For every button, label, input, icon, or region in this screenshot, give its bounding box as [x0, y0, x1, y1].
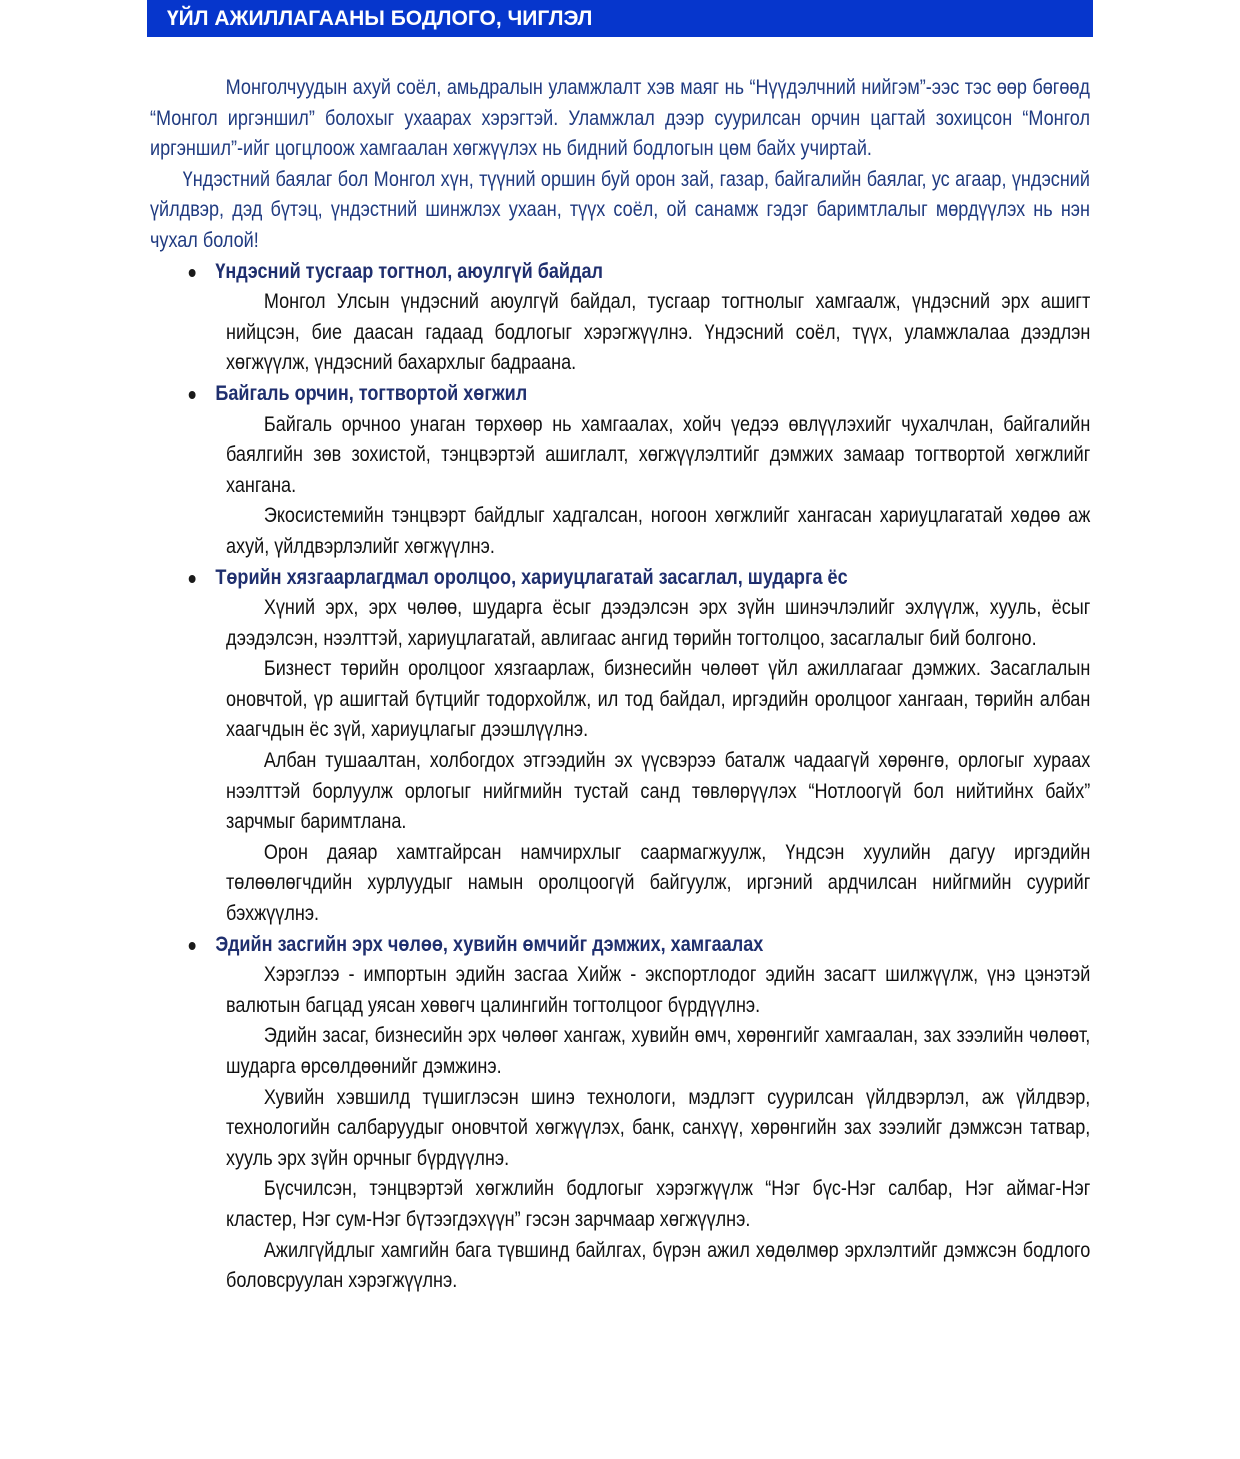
section-heading: Эдийн засгийн эрх чөлөө, хувийн өмчийг дэмжих, хамгаалах: [150, 930, 1155, 961]
section-economy: [150, 930, 1090, 1297]
section-heading: Үндэсний тусгаар тогтнол, аюулгүй байдал: [150, 257, 1155, 288]
section-title-bar: [147, 0, 1093, 37]
section-heading: Төрийн хязгаарлагдмал оролцоо, хариуцлагатай засаглал, шударга ёс: [150, 563, 1155, 594]
section-paragraph: Бүсчилсэн, тэнцвэртэй хөгжлийн бодлогыг хэрэгжүүлж “Нэг бүс-Нэг салбар, Нэг аймаг-Нэг кластер, Нэг сум-Нэг бүтээгдэхүүн” гэсэн зарчмаар хөгжүүлнэ.: [226, 1177, 1091, 1231]
section-environment: [150, 379, 1090, 563]
section-paragraph: Ажилгүйдлыг хамгийн бага түвшинд байлгах, бүрэн ажил хөдөлмөр эрхлэлтийг дэмжсэн бодлого боловсруулан хэрэгжүүлнэ.: [226, 1238, 1091, 1293]
section-paragraph: Эдийн засаг, бизнесийн эрх чөлөөг хангаж, хувийн өмч, хөрөнгийг хамгаалан, зах зээлийн чөлөөт, шударга өрсөлдөөнийг дэмжинэ.: [226, 1024, 1091, 1078]
section-paragraph: Байгаль орчноо унаган төрхөөр нь хамгаалах, хойч үедээ өвлүүлэхийг чухалчлан, байгалийн баялгийн зөв зохистой, тэнцвэртэй ашиглалт, хөгжүүлэлтийг дэмжих замаар тогтвортой хөгжлийг хангана.: [226, 412, 1091, 497]
section-paragraph: Албан тушаалтан, холбогдох этгээдийн эх үүсвэрээ баталж чадаагүй хөрөнгө, орлогыг хураах нээлттэй борлуулж орлогыг нийгмийн тустай санд төвлөрүүлэх “Нотлоогүй бол нийтийнх байх” зарчмыг баримтлана.: [226, 749, 1091, 834]
bullet-icon: [189, 942, 196, 950]
section-title: ҮЙЛ АЖИЛЛАГААНЫ БОДЛОГО, ЧИГЛЭЛ: [167, 7, 593, 30]
section-paragraph: Хувийн хэвшилд түшиглэсэн шинэ технологи, мэдлэгт суурилсан үйлдвэрлэл, аж үйлдвэр, технологийн салбаруудыг оновчтой хөгжүүлэх, банк, санхүү, хөрөнгийн зах зээлийг дэмжсэн татвар, хууль эрх зүйн орчныг бүрдүүлнэ.: [226, 1085, 1091, 1170]
intro-paragraph-1: Монголчуудын ахуй соёл, амьдралын уламжлалт хэв маяг нь “Нүүдэлчний нийгэм”-ээс тэс өөр бөгөөд “Монгол иргэншил” болохыг ухаарах хэрэгтэй. Уламжлал дээр суурилсан орчин цагтай зохицсон “Монгол иргэншил”-ийг цогцлоож хамгаалан хөгжүүлэх нь бидний бодлогын цөм байх учиртай.: [150, 76, 1090, 161]
section-paragraph: Хэрэглээ - импортын эдийн засгаа Хийж - экспортлодог эдийн засагт шилжүүлж, үнэ цэнэтэй валютын багцад уясан хөвөгч цалингийн тогтолцоог бүрдүүлнэ.: [226, 963, 1091, 1017]
bullet-icon: [189, 391, 196, 399]
document-body: [150, 73, 1090, 1297]
section-paragraph: Бизнест төрийн оролцоог хязгаарлаж, бизнесийн чөлөөт үйл ажиллагааг дэмжих. Засаглалын оновчтой, үр ашигтай бүтцийг тодорхойлж, ил тод байдал, иргэдийн оролцоог хангаан, төрийн албан хаагчдын ёс зүй, хариуцлагыг дээшлүүлнэ.: [226, 657, 1091, 742]
section-governance: [150, 563, 1090, 930]
bullet-icon: [189, 269, 196, 277]
section-paragraph: Монгол Улсын үндэсний аюулгүй байдал, тусгаар тогтнолыг хамгаалж, үндэсний эрх ашигт нийцсэн, бие даасан гадаад бодлогыг хэрэгжүүлнэ. Үндэсний соёл, түүх, уламжлалаа дээдлэн хөгжүүлж, үндэсний бахархлыг бадраана.: [226, 290, 1091, 375]
section-sovereignty: [150, 257, 1090, 379]
section-paragraph: Экосистемийн тэнцвэрт байдлыг хадгалсан, ногоон хөгжлийг хангасан хариуцлагатай хөдөө аж ахуй, үйлдвэрлэлийг хөгжүүлнэ.: [226, 504, 1091, 558]
section-paragraph: Хүний эрх, эрх чөлөө, шударга ёсыг дээдэлсэн эрх зүйн шинэчлэлийг эхлүүлж, хууль, ёсыг дээдэлсэн, нээлттэй, хариуцлагатай, авлигаас ангид төрийн тогтолцоо, засаглалыг бий болгоно.: [226, 596, 1091, 650]
section-heading: Байгаль орчин, тогтвортой хөгжил: [150, 379, 1155, 410]
intro-paragraph-2: Үндэстний баялаг бол Монгол хүн, түүний оршин буй орон зай, газар, байгалийн баялаг, ус агаар, үндэсний үйлдвэр, дэд бүтэц, үндэстний шинжлэх ухаан, түүх соёл, ой санамж гэдэг баримтлалыг мөрдүүлэх нь нэн чухал болой!: [150, 167, 1090, 252]
bullet-icon: [189, 575, 196, 583]
section-paragraph: Орон даяар хамтгайрсан намчирхлыг саармагжуулж, Үндсэн хуулийн дагуу иргэдийн төлөөлөгчдийн хурлуудыг намын оролцоогүй байгуулж, иргэний ардчилсан нийгмийн суурийг бэхжүүлнэ.: [226, 840, 1091, 926]
